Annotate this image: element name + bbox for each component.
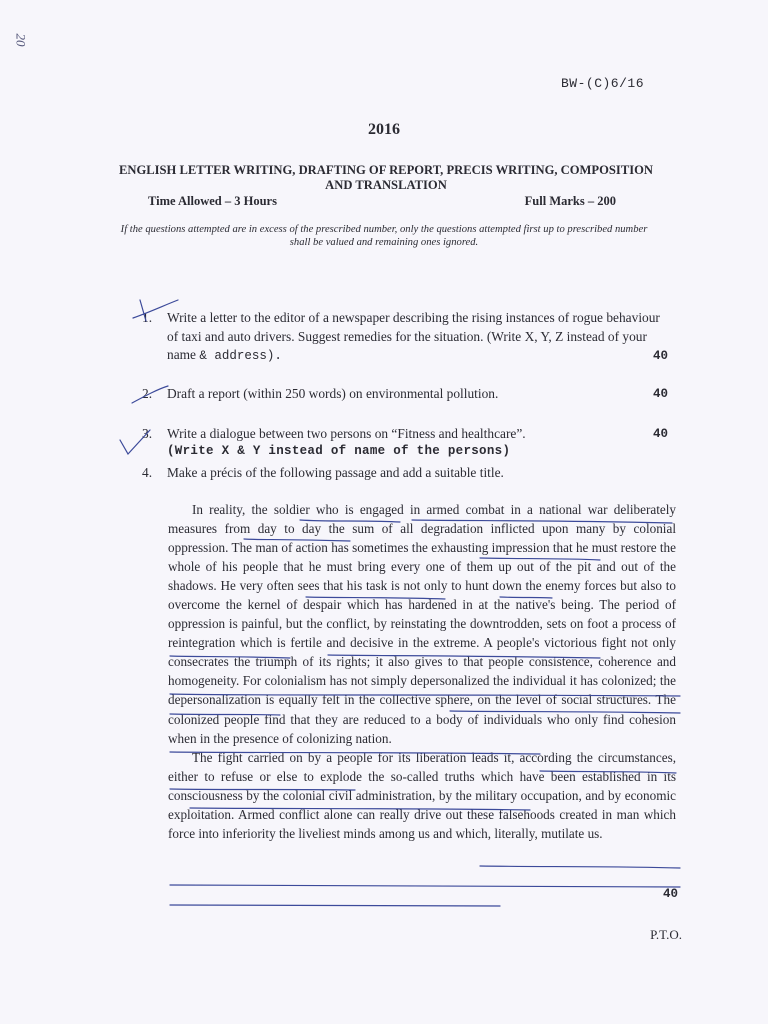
question-number: 3. [142, 426, 153, 441]
corner-mark: 20 [13, 33, 29, 47]
underline-mark [170, 905, 500, 906]
question-note: (Write X & Y instead of name of the persons) [167, 443, 511, 458]
question-text: Make a précis of the following passage and add a suitable title. [167, 465, 504, 480]
question-number: 1. [142, 310, 153, 325]
question-marks: 40 [652, 349, 668, 364]
question-marks: 40 [652, 387, 668, 401]
question-text: Draft a report (within 250 words) on environmental pollution. [167, 386, 499, 401]
exam-heading: ENGLISH LETTER WRITING, DRAFTING OF REPORT, PRECIS WRITING, COMPOSITION AND TRANSLATION [118, 163, 654, 192]
instructions: If the questions attempted are in excess of the prescribed number, only the questions attempted first up to prescribed number shall be valued and remaining ones ignored. [120, 224, 648, 248]
exam-year: 2016 [368, 121, 400, 138]
question-1 [142, 309, 668, 366]
precis-passage [168, 500, 676, 843]
question-4 [142, 464, 668, 483]
paper-code: BW-(C)6/16 [560, 76, 644, 91]
question-text: Write a dialogue between two persons on “Fitness and healthcare”. (Write X & Y instead of name of the persons) [167, 425, 668, 458]
question-marks: 40 [652, 427, 668, 441]
question-number: 4. [142, 465, 153, 480]
question-text: Write a letter to the editor of a newspaper describing the rising instances of rogue behaviour of taxi and auto drivers. Suggest remedies for the situation. (Write X, Y, Z instead of your name & address). [167, 310, 660, 364]
underline-mark [170, 866, 680, 887]
question-3 [142, 425, 668, 458]
question-2 [142, 385, 668, 404]
full-marks: Full Marks – 200 [524, 194, 616, 208]
time-allowed: Time Allowed – 3 Hours [148, 194, 277, 208]
page-turn-over: P.T.O. [650, 927, 682, 942]
passage-paragraph-1: In reality, the soldier who is engaged in armed combat in a national war deliberately measures from day to day the sum of all degradation inflicted upon many by colonial oppression. The man of action has sometimes the exhausting impression that he must restore the whole of his people that he must bring every one of them up out of the pit and out of the shadows. He very often sees that his task is not only to hunt down the enemy forces but also to overcome the kernel of despair which has hardened in at the native's being. The period of oppression is painful, but the conflict, by reinstating the downtrodden, sets on foot a process of reintegration which is fertile and decisive in the extreme. A people's victorious fight not only consecrates the triumph of its rights; it also gives to that people consistence, coherence and homogeneity. For colonialism has not simply depersonalized the individual it has colonized; the depersonalization is equally felt in the collective sphere, on the level of social structures. The colonized people find that they are reduced to a body of individuals who only find cohesion when in the presence of colonizing nation. [168, 502, 676, 746]
question-text-typed: & address). [199, 349, 282, 364]
question-number: 2. [142, 386, 153, 401]
passage-paragraph-2: The fight carried on by a people for its liberation leads it, according the circumstances, either to refuse or else to explode the so-called truths which have been established in its consciousness by the colonial civil administration, by the military occupation, and by economic exploitation. Armed conflict alone can really drive out these falsehoods created in man which force into inferiority the liveliest minds among us and which, literally, mutilate us. [168, 749, 676, 841]
passage-marks: 40 [662, 887, 678, 901]
